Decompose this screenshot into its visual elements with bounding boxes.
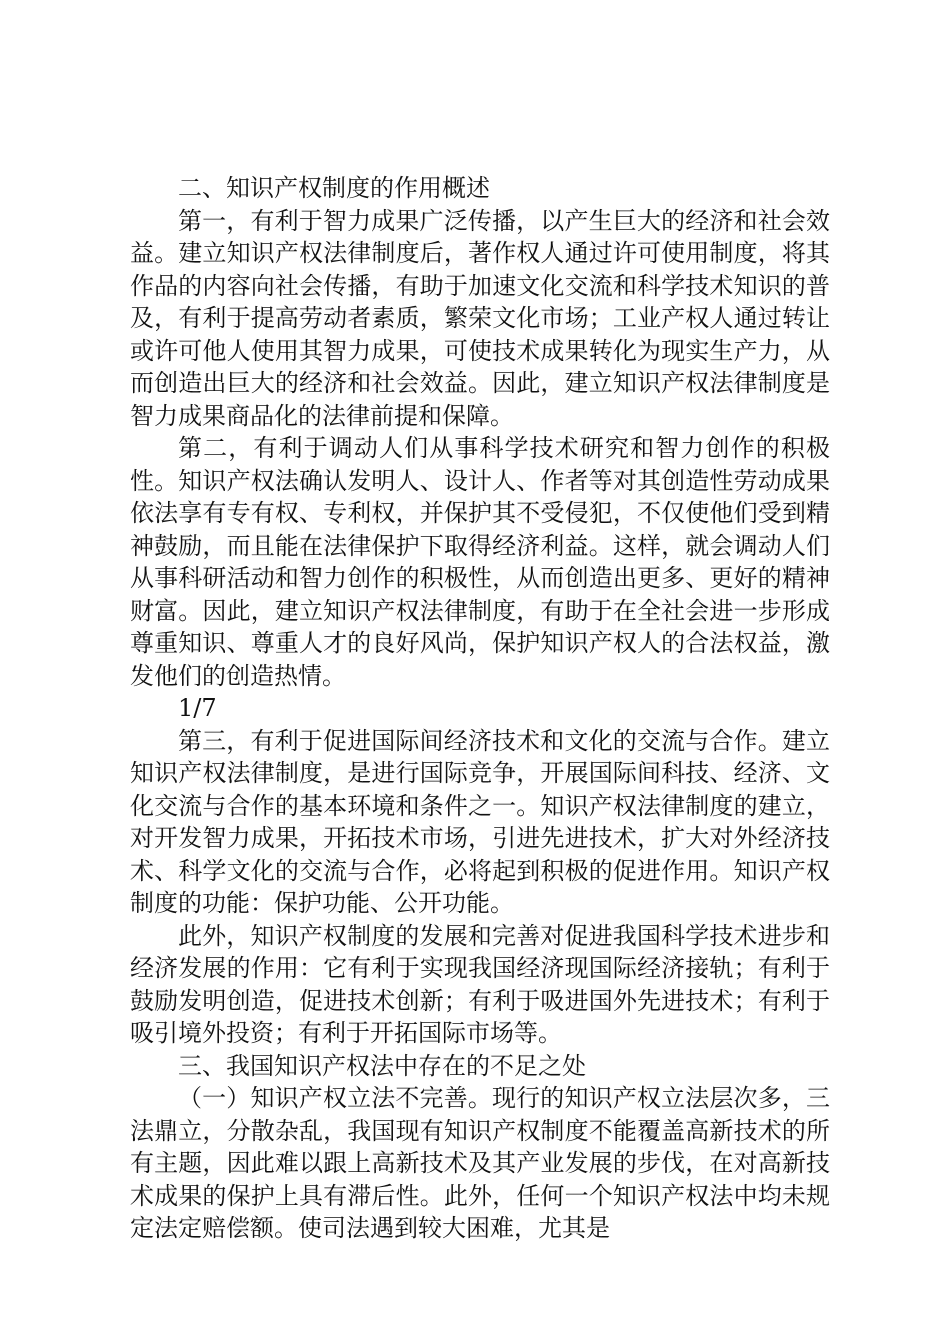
section-heading-3: 三、我国知识产权法中存在的不足之处: [178, 1051, 586, 1080]
paragraph-third-point: 第三，有利于促进国际间经济技术和文化的交流与合作。建立知识产权法律制度，是进行国际竞争，开展国际间科技、经济、文化交流与合作的基本环境和条件之一。知识产权法律制度的建立，对开发智力成果，开拓技术市场，引进先进技术，扩大对外经济技术、科学文化的交流与合作，必将起到积极的促进作用。知识产权制度的功能：保护功能、公开功能。: [130, 726, 830, 917]
section-heading-2: 二、知识产权制度的作用概述: [178, 174, 490, 202]
paragraph-second-point: 第二，有利于调动人们从事科学技术研究和智力创作的积极性。知识产权法确认发明人、设计人、作者等对其创造性劳动成果依法享有专有权、专利权，并保护其不受侵犯，不仅使他们受到精神鼓励，而且能在法律保护下取得经济利益。这样，就会调动人们从事科研活动和智力创作的积极性，从而创造出更多、更好的精神财富。因此，建立知识产权法律制度，有助于在全社会进一步形成尊重知识、尊重人才的良好风尚，保护知识产权人的合法权益，激发他们的创造热情。: [130, 434, 830, 690]
paragraph-legislation-issue: （一）知识产权立法不完善。现行的知识产权立法层次多，三法鼎立，分散杂乱，我国现有知识产权制度不能覆盖高新技术的所有主题，因此难以跟上高新技术及其产业发展的步伐，在对高新技术成果的保护上具有滞后性。此外，任何一个知识产权法中均未规定法定赔偿额。使司法遇到较大困难，尤其是: [130, 1084, 830, 1242]
paragraph-first-point: 第一，有利于智力成果广泛传播，以产生巨大的经济和社会效益。建立知识产权法律制度后，著作权人通过许可使用制度，将其作品的内容向社会传播，有助于加速文化交流和科学技术知识的普及，有利于提高劳动者素质，繁荣文化市场；工业产权人通过转让或许可他人使用其智力成果，可使技术成果转化为现实生产力，从而创造出巨大的经济和社会效益。因此，建立知识产权法律制度是智力成果商品化的法律前提和保障。: [130, 206, 830, 430]
page-number: 1/7: [178, 694, 217, 722]
document-page: [130, 172, 830, 1245]
paragraph-additionally: 此外，知识产权制度的发展和完善对促进我国科学技术进步和经济发展的作用：它有利于实现我国经济现国际经济接轨；有利于鼓励发明创造，促进技术创新；有利于吸进国外先进技术；有利于吸引境外投资；有利于开拓国际市场等。: [130, 921, 830, 1047]
